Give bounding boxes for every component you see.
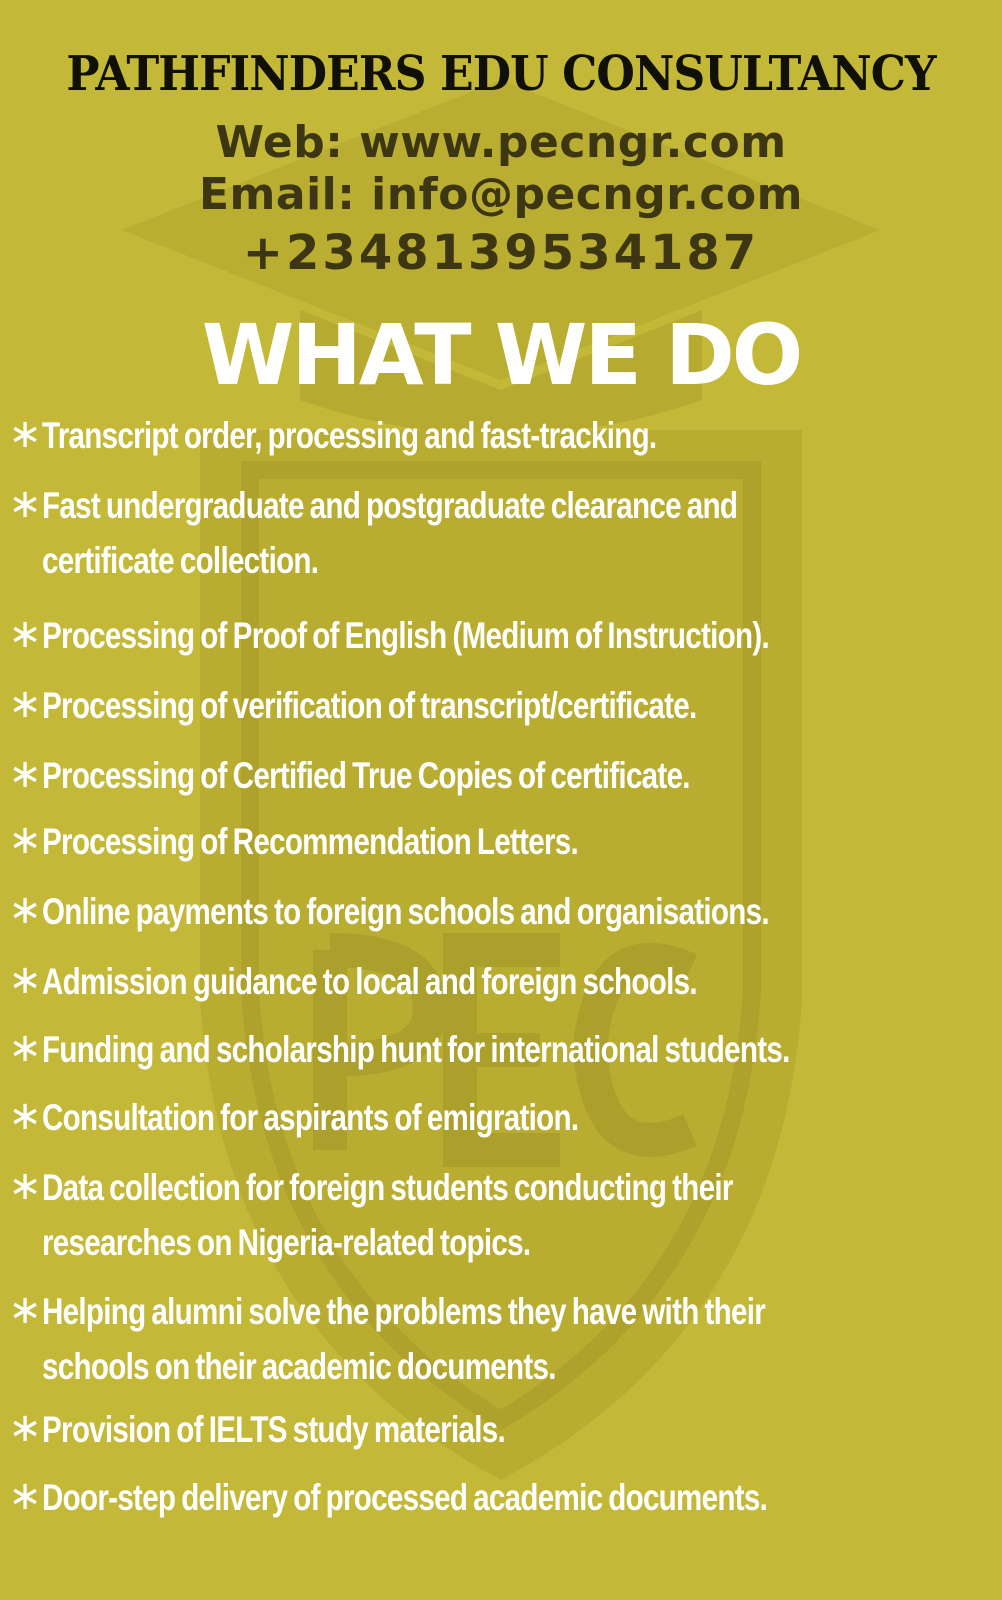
section-title: WHAT WE DO [201, 306, 801, 404]
service-item [8, 608, 998, 663]
asterisk-bullet-icon: ∗ [8, 957, 42, 1003]
service-item [8, 1160, 998, 1270]
service-item [8, 1090, 998, 1145]
service-text: Online payments to foreign schools and organisations. [42, 891, 769, 932]
service-text: Admission guidance to local and foreign schools. [42, 961, 697, 1002]
asterisk-bullet-icon: ∗ [8, 817, 42, 863]
service-text: Consultation for aspirants of emigration. [42, 1097, 579, 1138]
asterisk-bullet-icon: ∗ [8, 887, 42, 933]
asterisk-bullet-icon: ∗ [8, 751, 42, 797]
company-name: PATHFINDERS EDU CONSULTANCY [66, 46, 936, 102]
asterisk-bullet-icon: ∗ [8, 1473, 42, 1519]
service-item [8, 1022, 998, 1077]
service-text: Funding and scholarship hunt for international students. [42, 1029, 790, 1070]
service-text: Helping alumni solve the problems they have with their schools on their academic documents. [42, 1291, 766, 1387]
service-text: Fast undergraduate and postgraduate clearance and certificate collection. [42, 485, 738, 581]
service-item [8, 478, 998, 588]
service-item [8, 1402, 998, 1457]
asterisk-bullet-icon: ∗ [8, 611, 42, 657]
service-text: Processing of Proof of English (Medium of Instruction). [42, 615, 770, 656]
service-item [8, 1284, 998, 1394]
service-text: Processing of Certified True Copies of certificate. [42, 755, 690, 796]
asterisk-bullet-icon: ∗ [8, 411, 42, 457]
service-text: Processing of Recommendation Letters. [42, 821, 579, 862]
service-text: Door-step delivery of processed academic documents. [42, 1477, 768, 1518]
phone-number: +2348139534187 [242, 225, 760, 281]
service-item [8, 678, 998, 733]
asterisk-bullet-icon: ∗ [8, 1025, 42, 1071]
asterisk-bullet-icon: ∗ [8, 1287, 42, 1333]
asterisk-bullet-icon: ∗ [8, 1163, 42, 1209]
service-item [8, 1470, 998, 1525]
asterisk-bullet-icon: ∗ [8, 1093, 42, 1139]
service-item [8, 748, 998, 803]
service-item [8, 884, 998, 939]
website-text: Web: www.pecngr.com [215, 117, 787, 168]
email-text: Email: info@pecngr.com [199, 169, 803, 220]
service-item [8, 408, 998, 463]
service-text: Data collection for foreign students conducting their researches on Nigeria-related topics. [42, 1167, 733, 1263]
service-text: Transcript order, processing and fast-tracking. [42, 415, 657, 456]
asterisk-bullet-icon: ∗ [8, 481, 42, 527]
service-text: Provision of IELTS study materials. [42, 1409, 505, 1450]
service-item [8, 814, 998, 869]
service-item [8, 954, 998, 1009]
asterisk-bullet-icon: ∗ [8, 681, 42, 727]
service-text: Processing of verification of transcript/certificate. [42, 685, 697, 726]
asterisk-bullet-icon: ∗ [8, 1405, 42, 1451]
